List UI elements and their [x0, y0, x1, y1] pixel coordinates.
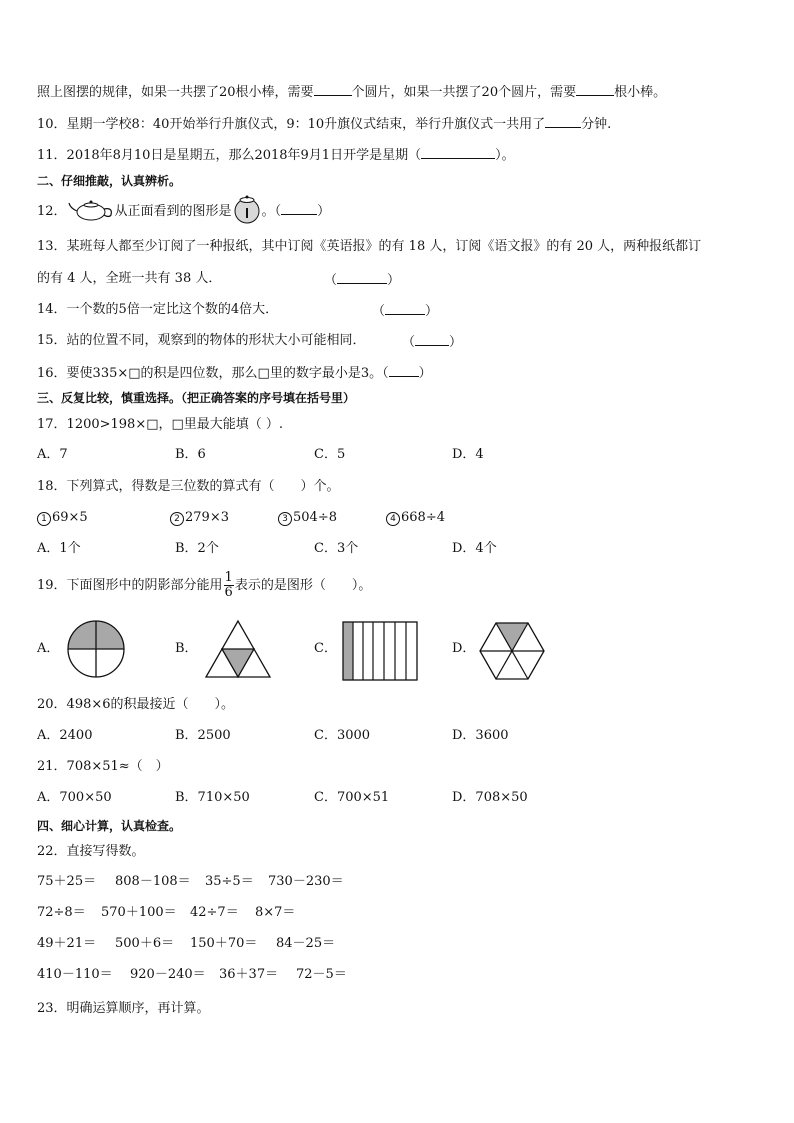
teapot-icon — [67, 203, 115, 221]
option-a[interactable]: A．700×50 — [37, 790, 112, 805]
option-d[interactable]: D．708×50 — [452, 790, 528, 805]
calc-problem: 730－230＝ — [268, 874, 344, 889]
section-3-heading: 三、反复比较，慎重选择。（把正确答案的序号填在括号里） — [37, 391, 356, 405]
answer-blank[interactable] — [337, 270, 387, 284]
rectangle-strips-figure[interactable] — [341, 620, 419, 686]
option-d[interactable]: D．4个 — [452, 541, 497, 556]
calc-problem: 36＋37＝ — [219, 967, 279, 982]
option-d[interactable]: D．3600 — [452, 728, 509, 743]
question-21: 21．708×51≈（ ） — [37, 759, 169, 774]
question-20: 20．498×6的积最接近（ ）。 — [37, 697, 235, 712]
section-4-heading: 四、细心计算，认真检查。 — [37, 819, 182, 833]
option-c[interactable]: C．5 — [314, 447, 346, 462]
calc-item-2: 2 279×3 — [170, 509, 229, 527]
calc-problem: 35÷5＝ — [205, 874, 254, 889]
question-14: 14．一个数的5倍一定比这个数的4倍大． — [37, 302, 279, 317]
option-b[interactable]: B．710×50 — [175, 790, 250, 805]
calc-problem: 72÷8＝ — [37, 905, 86, 920]
calc-item-1: 1 69×5 — [37, 509, 88, 527]
calc-problem: 72－5＝ — [296, 967, 347, 982]
option-d[interactable]: D．4 — [452, 447, 484, 462]
answer-blank[interactable] — [314, 82, 352, 96]
calc-problem: 42÷7＝ — [190, 905, 239, 920]
question-17: 17．1200>198×□，□里最大能填（ ）. — [37, 417, 284, 432]
option-a[interactable]: A．7 — [37, 447, 68, 462]
answer-blank[interactable] — [545, 114, 581, 128]
answer-blank[interactable] — [385, 301, 425, 315]
triangle-quarters-figure[interactable] — [204, 619, 272, 685]
calc-item-3: 3 504÷8 — [278, 509, 337, 527]
fraction-one-sixth: $\frac{1}{6}$ — [224, 570, 233, 600]
option-a[interactable]: A．1个 — [37, 541, 81, 556]
calc-problem: 8×7＝ — [255, 905, 296, 920]
question-14-answer: （ ） — [372, 301, 438, 321]
answer-blank[interactable] — [415, 332, 449, 346]
answer-blank[interactable] — [421, 145, 495, 159]
answer-blank[interactable] — [576, 82, 614, 96]
question-18: 18．下列算式，得数是三位数的算式有（ ）个。 — [37, 479, 340, 494]
question-19: 19．下面图形中的阴影部分能用 $\frac{1}{6}$ 表示的是图形（ ）。 — [37, 570, 372, 600]
question-15: 15．站的位置不同，观察到的物体的形状大小可能相同． — [37, 333, 366, 348]
question-11: 11．2018年8月10日是星期五，那么2018年9月1日开学是星期（ ）。 — [37, 145, 515, 165]
option-b[interactable]: B．2个 — [175, 541, 219, 556]
calc-problem: 410－110＝ — [37, 967, 113, 982]
option-a[interactable]: A．2400 — [37, 728, 93, 743]
question-22: 22．直接写得数。 — [37, 844, 145, 859]
answer-blank[interactable] — [389, 363, 419, 377]
option-d-label[interactable]: D． — [452, 641, 476, 656]
option-a-label[interactable]: A． — [37, 641, 60, 656]
option-b-label[interactable]: B． — [175, 641, 198, 656]
option-b[interactable]: B．6 — [175, 447, 206, 462]
calc-problem: 150＋70＝ — [190, 936, 258, 951]
option-c[interactable]: C．3个 — [314, 541, 359, 556]
question-16: 16．要使335×□的积是四位数，那么□里的数字最小是3。（ ） — [37, 363, 432, 383]
circle-quarters-figure[interactable] — [64, 617, 128, 685]
option-c[interactable]: C．700×51 — [314, 790, 390, 805]
answer-blank[interactable] — [281, 201, 317, 215]
hexagon-sixths-figure[interactable] — [476, 619, 548, 687]
option-c[interactable]: C．3000 — [314, 728, 371, 743]
calc-problem: 808－108＝ — [115, 874, 191, 889]
calc-problem: 84－25＝ — [276, 936, 336, 951]
teapot-front-view-icon — [232, 203, 262, 221]
question-13-answer: （ ） — [324, 270, 400, 290]
calc-problem: 500＋6＝ — [115, 936, 175, 951]
question-23: 23．明确运算顺序，再计算。 — [37, 1001, 210, 1016]
option-c-label[interactable]: C． — [314, 641, 337, 656]
section-2-heading: 二、仔细推敲，认真辨析。 — [37, 174, 182, 188]
calc-problem: 75＋25＝ — [37, 874, 97, 889]
question-15-answer: （ ） — [402, 332, 462, 352]
option-b[interactable]: B．2500 — [175, 728, 231, 743]
calc-item-4: 4 668÷4 — [386, 509, 445, 527]
question-13-line-2: 的有 4 人，全班一共有 38 人． — [37, 271, 222, 286]
question-13-line-1: 13．某班每人都至少订阅了一种报纸，其中订阅《英语报》的有 18 人，订阅《语文报》的有 20 人，两种报纸都订 — [37, 239, 702, 254]
calc-problem: 49＋21＝ — [37, 936, 97, 951]
question-9-continuation: 照上图摆的规律，如果一共摆了20根小棒，需要 个圆片，如果一共摆了20个圆片，需要 根小棒。 — [37, 82, 666, 102]
question-12: 12． 从正面看到的图形是 。（ ） — [37, 201, 330, 221]
calc-problem: 570＋100＝ — [101, 905, 177, 920]
question-10: 10．星期一学校8：40开始举行升旗仪式，9：10升旗仪式结束，举行升旗仪式一共用了 分钟. — [37, 114, 611, 134]
calc-problem: 920－240＝ — [130, 967, 206, 982]
